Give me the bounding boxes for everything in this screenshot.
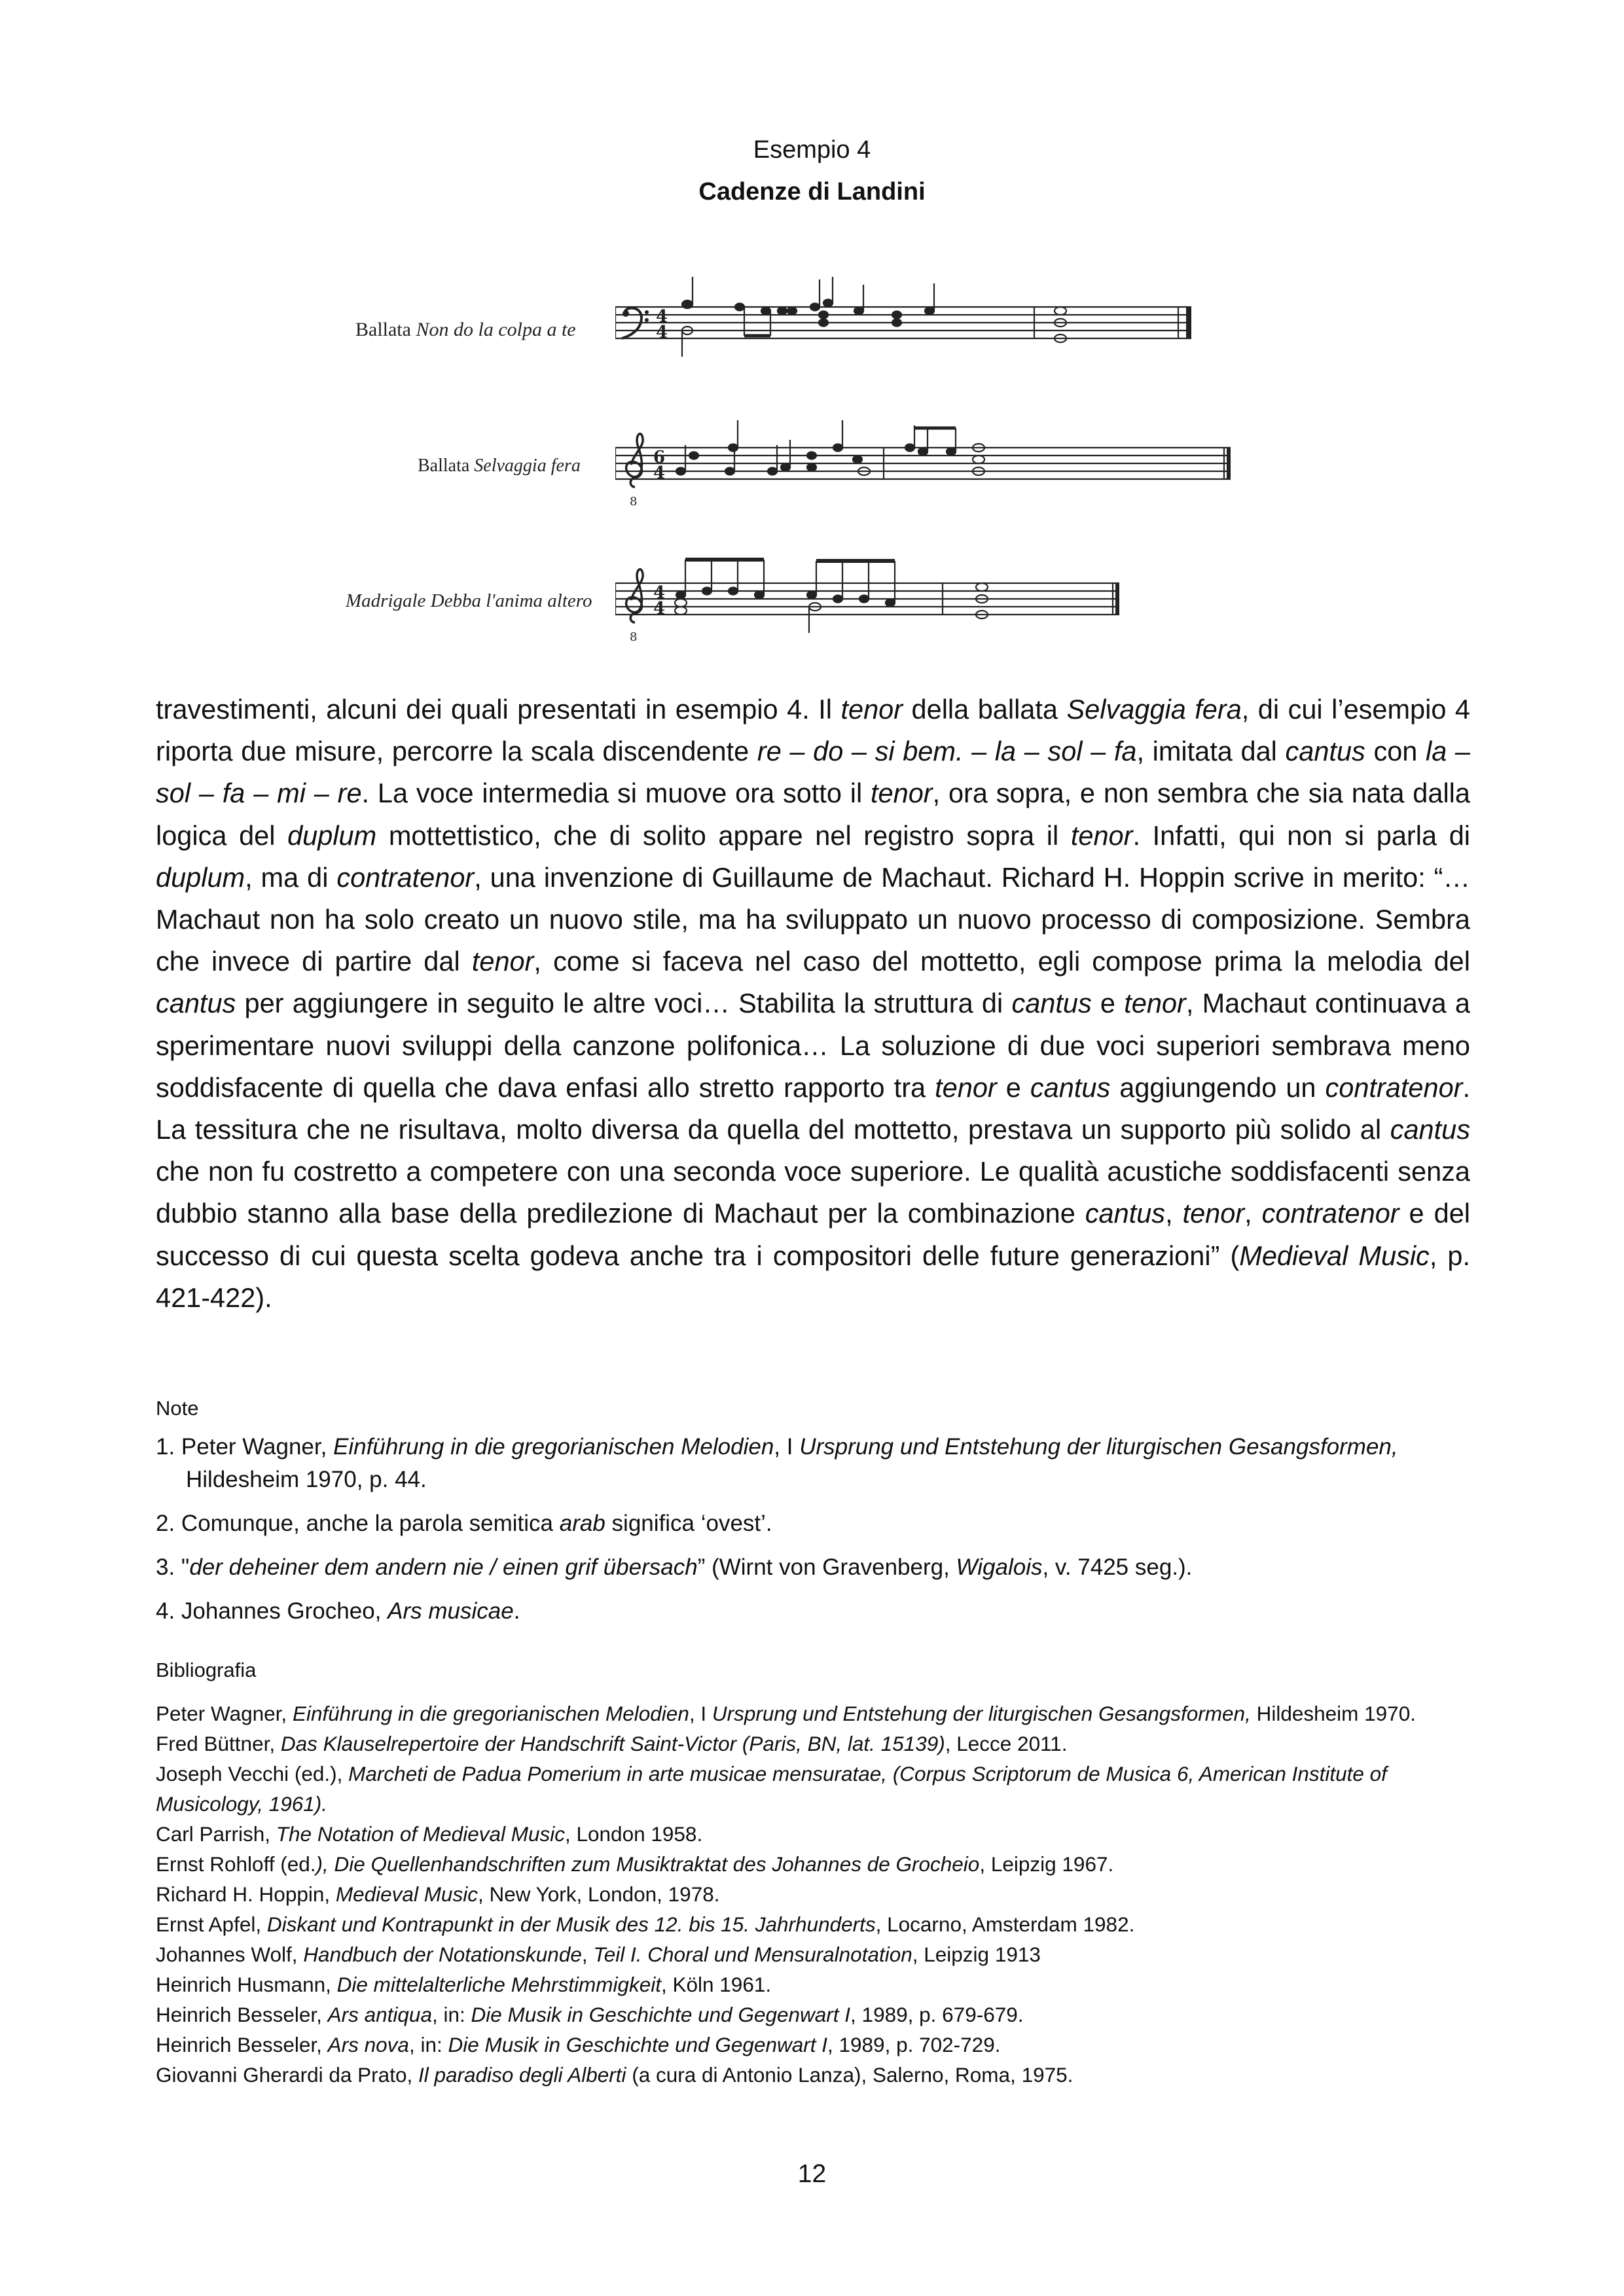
bibliography-entry: Peter Wagner, Einführung in die gregorianischen Melodien, I Ursprung und Entstehung der liturgischen Gesangsformen, Hildesheim 1970. [156,1702,1416,1725]
time-signature-numerator: 4 [656,307,668,327]
bibliography-entry: Heinrich Besseler, Ars antiqua, in: Die Musik in Geschichte und Gegenwart I, 1989, p. 679-679. [156,2003,1024,2026]
staff-label-2 [418,456,581,476]
staff-label-3 [346,590,592,612]
notes-heading: Note [156,1397,199,1420]
note-item: 1. Peter Wagner, Einführung in die gregorianischen Melodien, I Ursprung und Entstehung der liturgischen Gesangsformen, Hildesheim 1970, p. 44. [156,1434,1398,1492]
bibliography-entry: Ernst Apfel, Diskant und Kontrapunkt in der Musik des 12. bis 15. Jahrhunderts, Locarno, Amsterdam 1982. [156,1912,1135,1936]
body-paragraph: travestimenti, alcuni dei quali presentati in esempio 4. Il tenor della ballata Selvaggia fera, di cui l’esempio 4 riporta due misure, percorre la scala discendente re – do – si bem. – la – sol – fa, imitata dal cantus con la – sol – fa – mi – re. La voce intermedia si muove ora sotto il tenor, ora sopra, e non sembra che sia nata dalla logica del duplum mottettistico, che di solito appare nel registro sopra il tenor. Infatti, qui non si parla di duplum, ma di contratenor, una invenzione di Guillaume de Machaut. Richard H. Hoppin scrive in merito: “… Machaut non ha solo creato un nuovo stile, ma ha sviluppato un nuovo processo di composizione. Sembra che invece di partire dal tenor, come si faceva nel caso del mottetto, egli compose prima la melodia del cantus per aggiungere in seguito le altre voci… Stabilita la struttura di cantus e tenor, Machaut continuava a sperimentare nuovi sviluppi della canzone polifonica… La soluzione di due voci superiori sembrava meno soddisfacente di quella che dava enfasi allo stretto rapporto tra tenor e cantus aggiungendo un contratenor. La tessitura che ne risultava, molto diversa da quella del mottetto, prestava un supporto più solido al cantus che non fu costretto a competere con una seconda voce superiore. Le qualità acustiche soddisfacenti senza dubbio stanno alla base della predilezione di Machaut per la combinazione cantus, tenor, contratenor e del successo di cui questa scelta godeva anche tra i compositori delle future generazioni” (Medieval Music, p. 421-422). [156,694,1471,1313]
notes-list [156,1431,1491,1639]
bibliography-entry: Johannes Wolf, Handbuch der Notationskunde, Teil I. Choral und Mensuralnotation, Leipzig 1913 [156,1943,1041,1966]
page-number: 12 [797,2160,827,2188]
note-item: 3. "der deheiner dem andern nie / einen grif übersach” (Wirnt von Gravenberg, Wigalois, v. 7425 seg.). [156,1554,1193,1580]
bibliography-entry: Heinrich Husmann, Die mittelalterliche Mehrstimmigkeit, Köln 1961. [156,1973,772,1996]
bibliography-entry: Ernst Rohloff (ed.), Die Quellenhandschriften zum Musiktraktat des Johannes de Grocheio, Leipzig 1967. [156,1852,1114,1876]
staff-label-1 [355,319,576,341]
time-signature-denominator: 4 [656,323,668,342]
example-label: Esempio 4 [753,136,871,164]
bibliography-entry: Joseph Vecchi (ed.), Marcheti de Padua Pomerium in arte musicae mensuratae, (Corpus Scriptorum de Musica 6, American Institute of Musicology, 1961). [156,1762,1387,1816]
staff-genre: Madrigale [346,590,426,611]
bibliography-entry: Fred Büttner, Das Klauselrepertoire der Handschrift Saint-Victor (Paris, BN, lat. 15139), Lecce 2011. [156,1732,1068,1755]
svg-text:8: 8 [630,495,638,509]
staff-piece-title: Debba l'anima altero [430,590,592,611]
staff-genre: Ballata [418,456,470,476]
bibliography-entry: Carl Parrish, The Notation of Medieval Music, London 1958. [156,1822,703,1846]
bibliography-entry: Richard H. Hoppin, Medieval Music, New York, London, 1978. [156,1882,720,1906]
music-staff-1 [615,265,1204,363]
bibliography-heading: Bibliografia [156,1659,257,1681]
bibliography-entry: Heinrich Besseler, Ars nova, in: Die Musik in Geschichte und Gegenwart I, 1989, p. 702-729. [156,2033,1001,2056]
example-title: Cadenze di Landini [698,178,926,206]
time-signature-denominator: 4 [653,463,666,483]
bibliography-list [156,1698,1478,2090]
note-item: 4. Johannes Grocheo, Ars musicae. [156,1598,520,1624]
time-signature-denominator: 4 [653,599,666,619]
note-item: 2. Comunque, anche la parola semitica arab significa ‘ovest’. [156,1511,772,1536]
time-signature-numerator: 4 [653,583,666,603]
bibliography-entry: Giovanni Gherardi da Prato, Il paradiso degli Alberti (a cura di Antonio Lanza), Salerno, Roma, 1975. [156,2063,1074,2087]
staff-piece-title: Selvaggia fera [474,456,581,476]
time-signature-numerator: 6 [653,448,666,467]
music-staff-2 [615,406,1244,524]
music-staff-3 [615,547,1139,664]
staff-piece-title: Non do la colpa a te [416,319,576,340]
svg-text:8: 8 [630,630,638,644]
staff-genre: Ballata [355,319,411,340]
